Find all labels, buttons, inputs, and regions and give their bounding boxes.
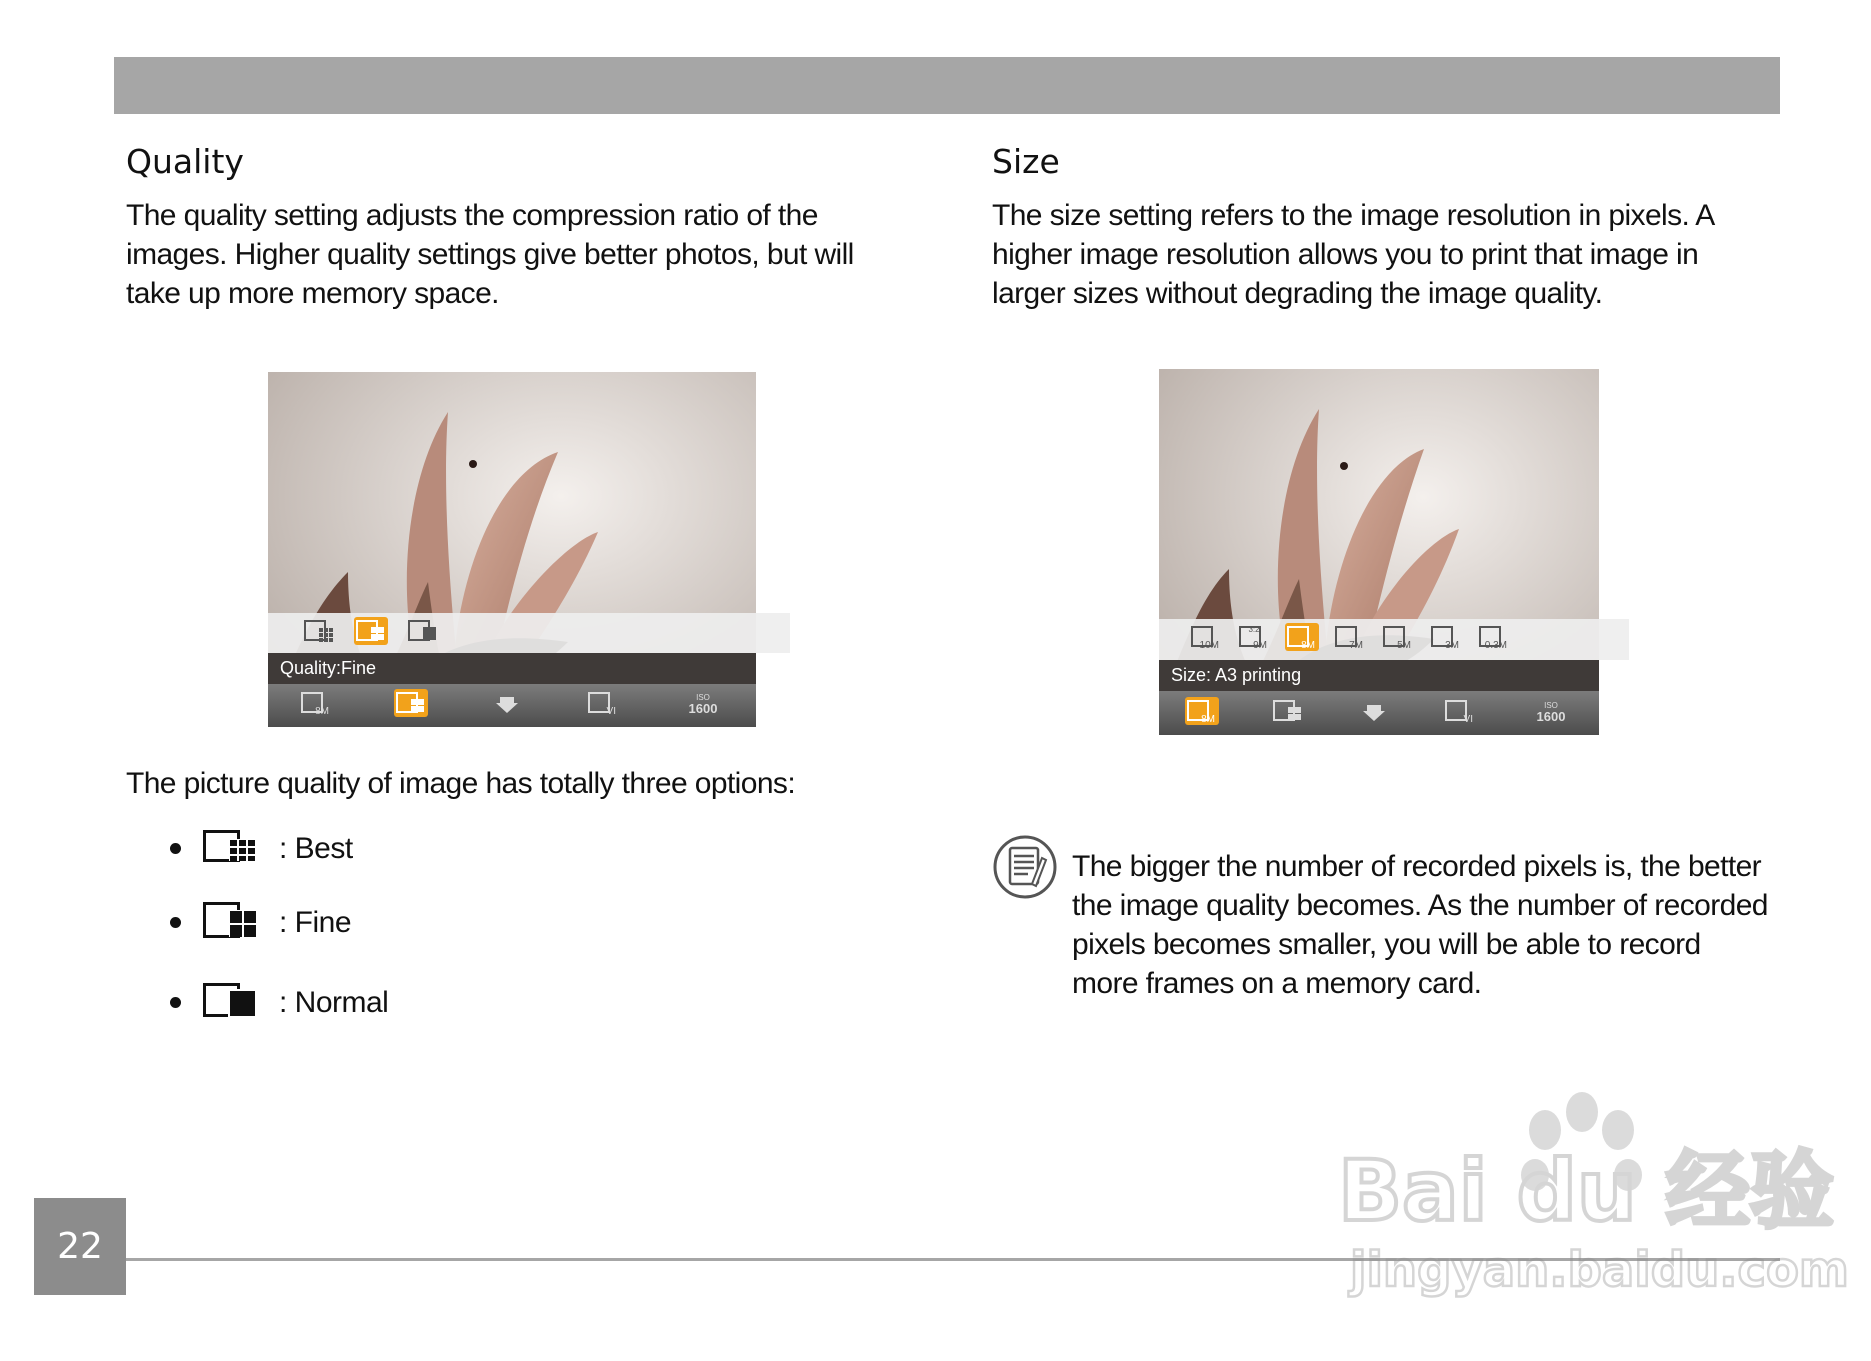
page-number: 22 <box>34 1198 126 1295</box>
bullet-icon <box>170 843 181 854</box>
color-vivid-icon <box>1443 697 1477 730</box>
quality-title: Quality <box>126 142 244 181</box>
quality-best-icon <box>302 617 336 650</box>
svg-text:VI: VI <box>606 706 616 717</box>
size-option-icon <box>1429 623 1463 656</box>
color-vivid-icon <box>586 689 620 722</box>
quality-description: The quality setting adjusts the compression ratio of the images. Higher quality settings give better photos, but will take up more memory space. <box>126 199 854 310</box>
metering-icon <box>490 689 524 722</box>
svg-text:0.3M: 0.3M <box>1484 640 1507 651</box>
quality-screen-label: Quality:Fine <box>268 653 756 684</box>
svg-text:8M: 8M <box>1201 713 1215 725</box>
svg-text:1600: 1600 <box>688 701 718 716</box>
size-option-icon <box>1237 623 1271 656</box>
svg-text:9M: 9M <box>1253 640 1267 651</box>
iso-icon <box>1529 697 1573 730</box>
size-note: The bigger the number of recorded pixels is, the better the image quality becomes. As the number of recorded pixels becomes smaller, you will be able to record more frames on a memory card. <box>1072 850 1768 1000</box>
quality-fine-icon <box>394 689 428 722</box>
svg-text:1600: 1600 <box>1536 708 1566 724</box>
size-options-strip <box>1159 619 1629 660</box>
quality-camera-screen <box>268 372 756 727</box>
svg-text:ISO: ISO <box>696 693 711 702</box>
bullet-icon <box>170 997 181 1008</box>
size-bottom-bar <box>1159 691 1599 735</box>
svg-text:VI: VI <box>1463 713 1473 725</box>
quality-normal-icon <box>203 983 257 1022</box>
list-item <box>170 830 570 867</box>
quality-fine-icon <box>203 902 257 943</box>
svg-text:ISO: ISO <box>1544 700 1558 710</box>
normal-label: : Normal <box>279 985 389 1019</box>
bullet-icon <box>170 917 181 928</box>
size-description: The size setting refers to the image resolution in pixels. A higher image resolution allows you to print that image in larger sizes without degrading the image quality. <box>992 199 1714 310</box>
quality-fine-icon <box>354 617 388 650</box>
size-option-icon <box>1285 623 1319 656</box>
svg-text:3:2: 3:2 <box>1248 625 1260 634</box>
size-option-icon <box>1477 623 1511 656</box>
quality-options-strip <box>268 613 790 653</box>
svg-text:10M: 10M <box>1199 640 1219 651</box>
size-option-icon <box>1333 623 1367 656</box>
quality-best-icon <box>203 830 257 867</box>
header-bar <box>114 57 1780 114</box>
svg-text:8M: 8M <box>314 706 329 717</box>
size-camera-screen <box>1159 369 1599 735</box>
watermark-brand: Bai du 经验 <box>1338 1142 1834 1240</box>
baidu-watermark <box>1330 1090 1849 1300</box>
size-option-icon <box>1189 623 1223 656</box>
quality-normal-icon <box>406 617 440 650</box>
svg-text:8M: 8M <box>1301 640 1315 651</box>
note-icon <box>992 834 1058 905</box>
list-item <box>170 902 570 943</box>
best-label: : Best <box>279 831 353 865</box>
svg-text:3M: 3M <box>1445 640 1459 651</box>
quality-bottom-bar <box>268 684 756 727</box>
watermark-url: jingyan.baidu.com <box>1350 1242 1849 1298</box>
svg-text:5M: 5M <box>1397 640 1411 651</box>
quality-options-intro: The picture quality of image has totally three options: <box>126 767 796 800</box>
svg-text:7M: 7M <box>1349 640 1363 651</box>
size-title: Size <box>992 142 1060 181</box>
size-screen-label: Size: A3 printing <box>1159 660 1599 691</box>
size-option-icon <box>1381 623 1415 656</box>
fine-label: : Fine <box>279 905 352 939</box>
list-item <box>170 983 570 1022</box>
size-8m-icon <box>299 689 333 722</box>
metering-icon <box>1357 697 1391 730</box>
baidu-paw-icon <box>1330 1090 1849 1300</box>
quality-fine-icon <box>1271 697 1305 730</box>
size-8m-icon <box>1185 697 1219 730</box>
iso-icon <box>681 689 725 722</box>
